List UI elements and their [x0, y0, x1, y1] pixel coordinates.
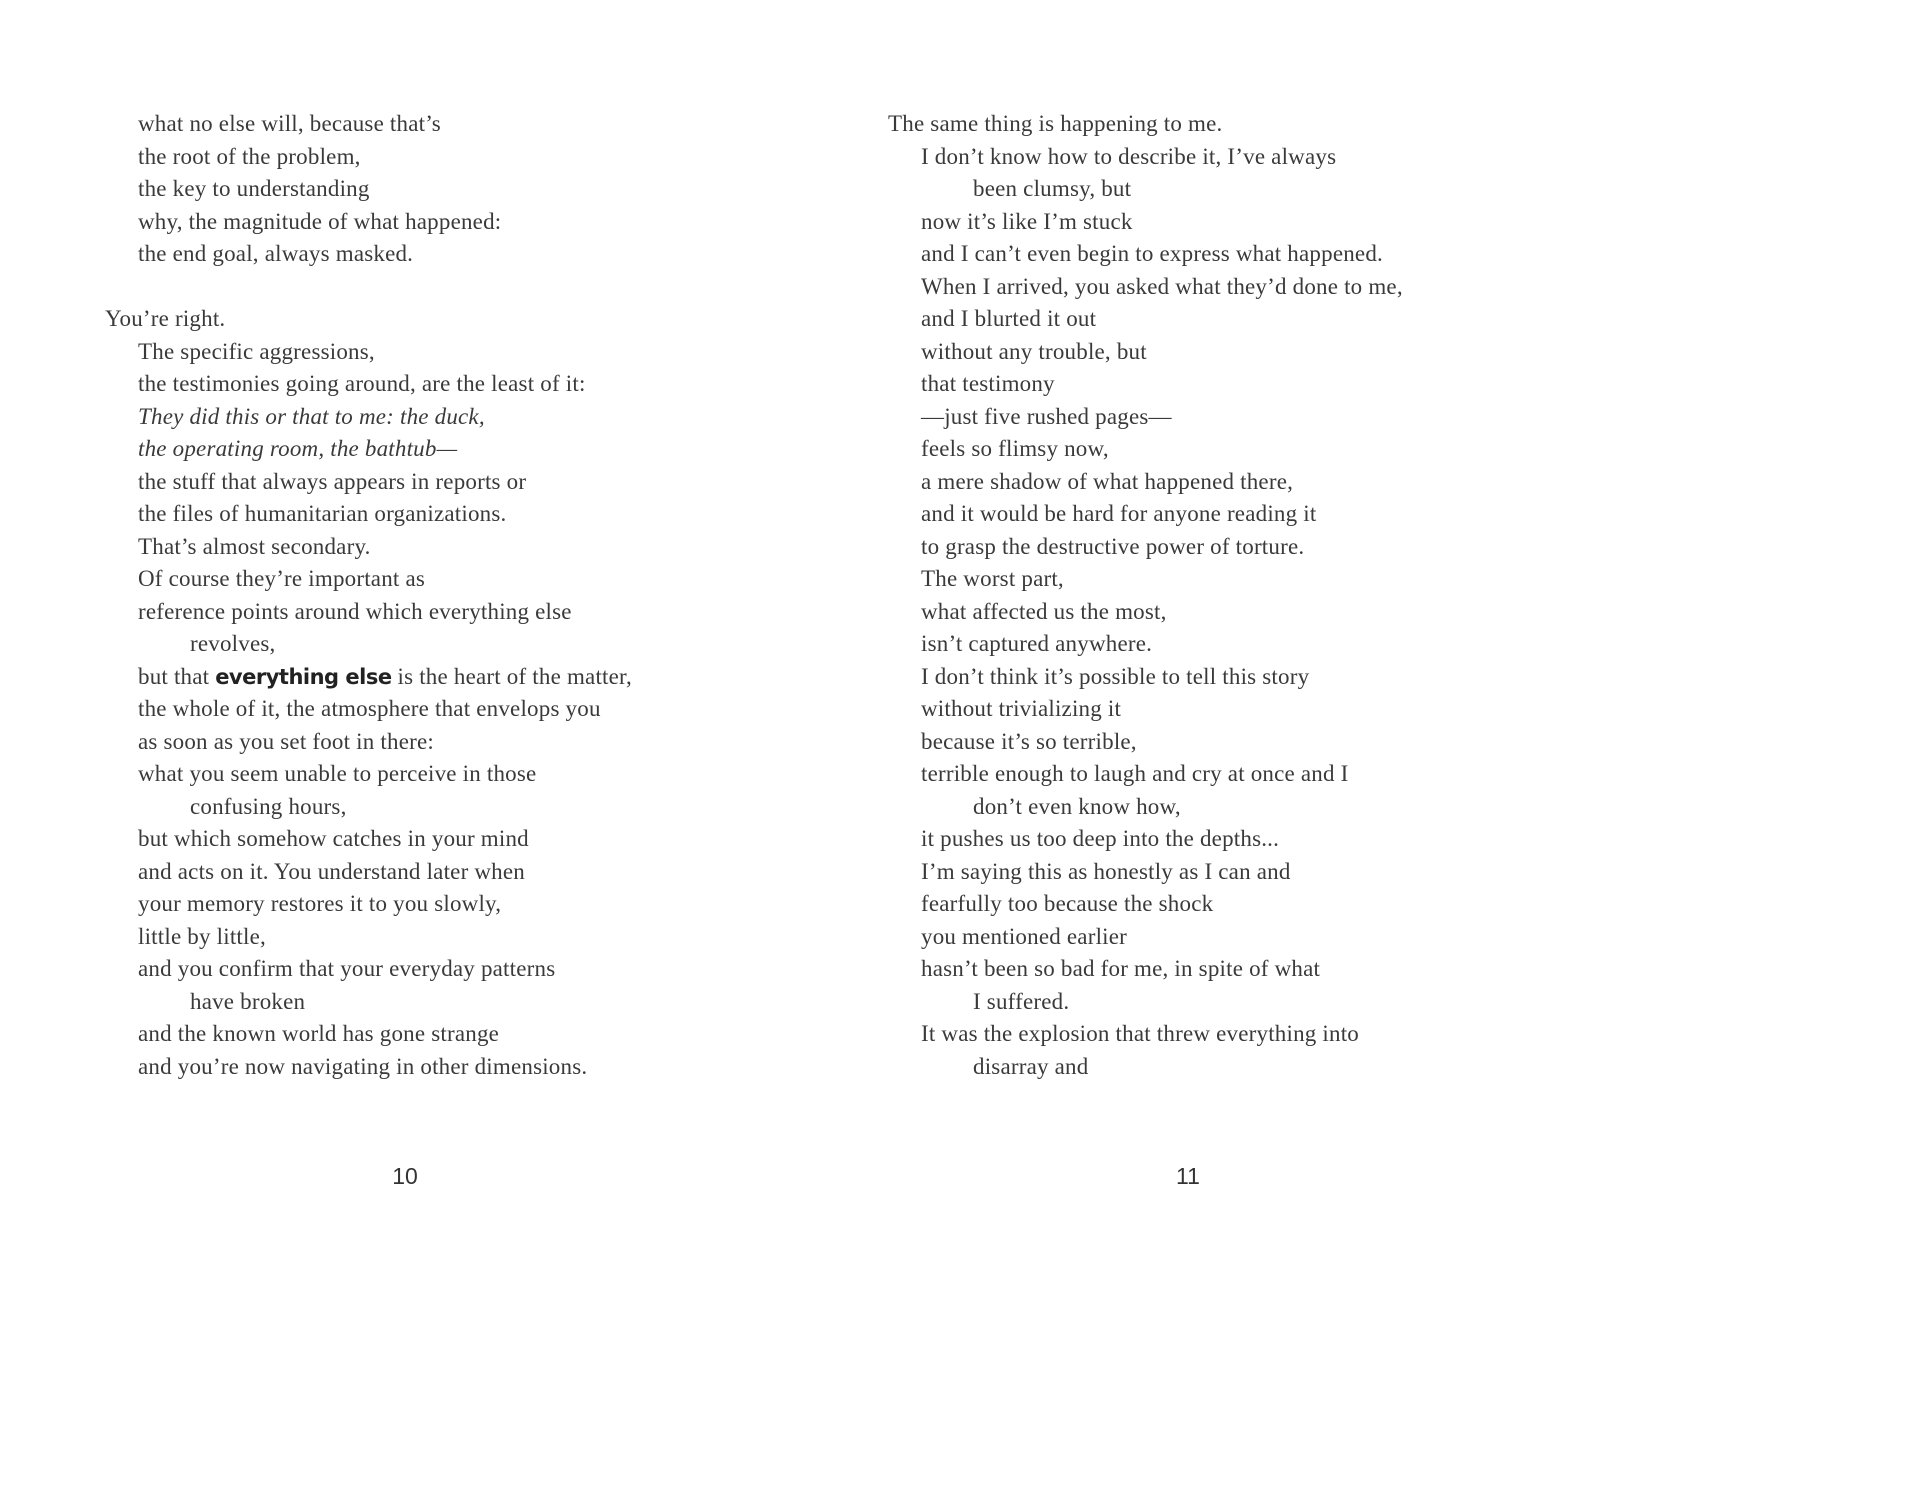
poem-line: I don’t know how to describe it, I’ve always — [921, 143, 1337, 169]
poem-line: the key to understanding — [138, 176, 370, 201]
poem-line: it pushes us too deep into the depths... — [921, 826, 1280, 851]
page-left — [105, 108, 745, 1189]
poem-line: the root of the problem, — [138, 143, 361, 169]
poem-line: what you seem unable to perceive in those — [138, 761, 537, 786]
poem-line: —just five rushed pages— — [921, 403, 1172, 429]
poem-line: that testimony — [921, 371, 1055, 396]
poem-line: little by little, — [138, 923, 266, 949]
poem-line: and acts on it. You understand later when — [138, 858, 525, 884]
page-left-number: 10 — [392, 1163, 418, 1189]
poem-line: why, the magnitude of what happened: — [138, 208, 502, 234]
poem-line: what no else will, because that’s — [138, 111, 441, 136]
page-right — [888, 108, 1528, 1189]
poem-line: been clumsy, but — [973, 176, 1132, 201]
poem-line: I don’t think it’s possible to tell this story — [921, 663, 1310, 689]
poem-line: and you confirm that your everyday patterns — [138, 956, 556, 981]
poem-line: the operating room, the bathtub— — [138, 436, 458, 461]
poem-line: now it’s like I’m stuck — [921, 208, 1133, 234]
page-lines-1 — [888, 108, 1528, 1083]
poem-line: They did this or that to me: the duck, — [138, 403, 485, 429]
poem-line: The worst part, — [921, 566, 1064, 591]
poem-line: the stuff that always appears in reports or — [138, 468, 527, 494]
poem-line: the testimonies going around, are the least of it: — [138, 371, 586, 396]
poem-line: That’s almost secondary. — [138, 533, 371, 559]
poem-line: have broken — [190, 988, 306, 1014]
poem-line: the whole of it, the atmosphere that envelops you — [138, 696, 601, 721]
poem-line: what affected us the most, — [921, 598, 1167, 624]
poem-line: feels so flimsy now, — [921, 436, 1109, 461]
poem-line: isn’t captured anywhere. — [921, 631, 1153, 656]
poem-line: revolves, — [190, 631, 276, 656]
emphasis-display-text: everything else — [215, 664, 392, 689]
poem-line: The same thing is happening to me. — [888, 111, 1223, 136]
poem-line: as soon as you set foot in there: — [138, 728, 434, 754]
poem-line: because it’s so terrible, — [921, 728, 1137, 754]
poem-line: fearfully too because the shock — [921, 891, 1214, 916]
poem-line: You’re right. — [105, 306, 226, 331]
blank-line — [105, 271, 745, 304]
poem-line: and I blurted it out — [921, 306, 1097, 331]
poem-line: terrible enough to laugh and cry at once and I — [921, 761, 1349, 786]
page-right-number: 11 — [1176, 1163, 1200, 1189]
page-lines-0 — [105, 108, 745, 1083]
poem-line: don’t even know how, — [973, 793, 1181, 819]
poem-line: I’m saying this as honestly as I can and — [921, 858, 1291, 884]
poem-line: reference points around which everything else — [138, 598, 572, 624]
poem-line: confusing hours, — [190, 793, 347, 819]
poem-line: you mentioned earlier — [921, 923, 1128, 949]
poem-line: a mere shadow of what happened there, — [921, 468, 1294, 494]
poem-line: the end goal, always masked. — [138, 241, 414, 266]
poem-line: hasn’t been so bad for me, in spite of what — [921, 956, 1321, 981]
poem-line: and it would be hard for anyone reading it — [921, 501, 1317, 526]
poem-line: It was the explosion that threw everything into — [921, 1021, 1359, 1046]
poem-text: is the heart of the matter, — [391, 663, 632, 689]
poem-text: but that — [138, 663, 216, 689]
poem-line: and I can’t even begin to express what happened. — [921, 241, 1383, 266]
poem-line — [105, 661, 745, 694]
poem-line: When I arrived, you asked what they’d done to me, — [921, 273, 1403, 299]
poem-line: but which somehow catches in your mind — [138, 826, 529, 851]
poem-line: to grasp the destructive power of torture. — [921, 533, 1305, 559]
poem-line: without any trouble, but — [921, 338, 1147, 364]
poem-line: and you’re now navigating in other dimensions. — [138, 1053, 588, 1079]
poem-line: I suffered. — [973, 988, 1070, 1014]
poem-line: without trivializing it — [921, 696, 1122, 721]
poem-line: Of course they’re important as — [138, 566, 426, 591]
poem-line: your memory restores it to you slowly, — [138, 891, 502, 916]
poem-line: The specific aggressions, — [138, 338, 375, 364]
poem-line: disarray and — [973, 1053, 1089, 1079]
poem-line: and the known world has gone strange — [138, 1021, 500, 1046]
poem-line: the files of humanitarian organizations. — [138, 501, 507, 526]
